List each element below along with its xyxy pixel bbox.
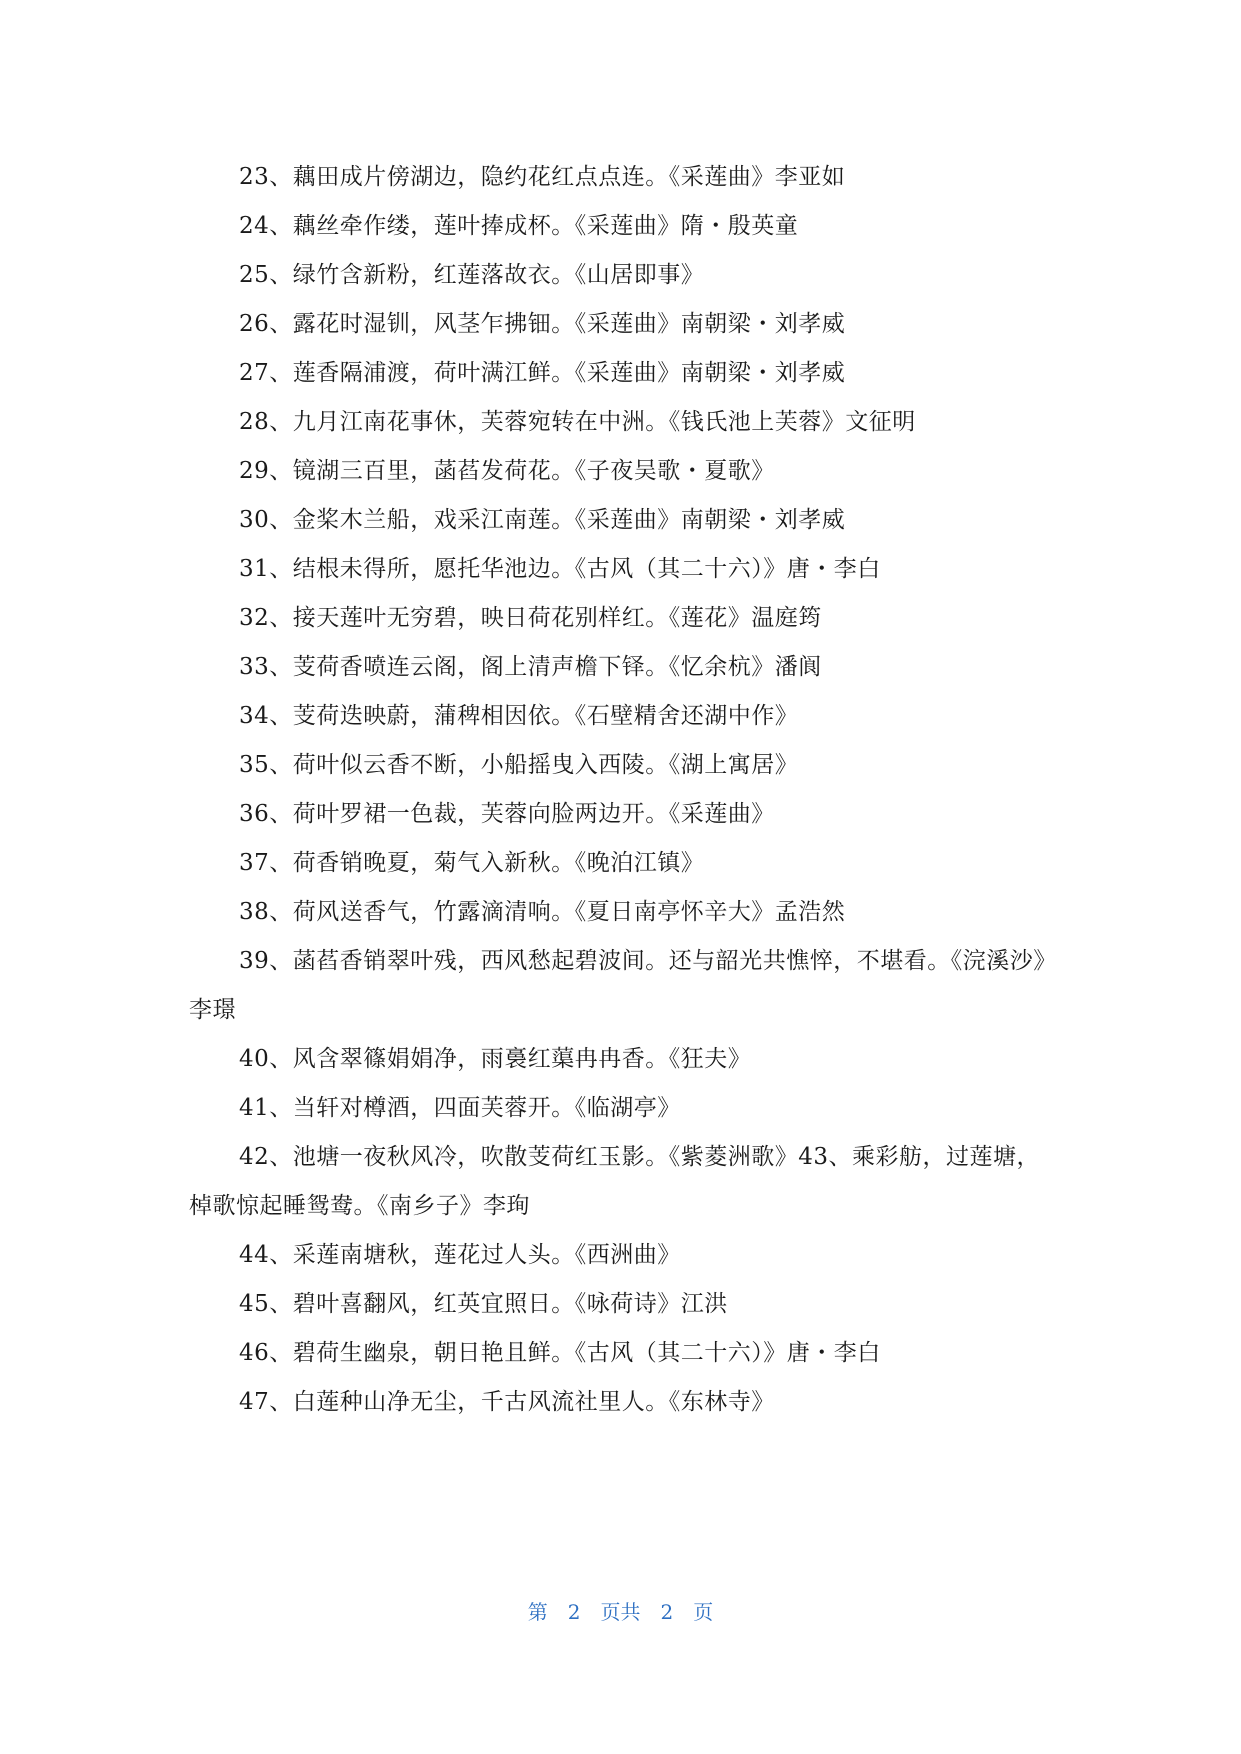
- total-pages-number: 2: [660, 1600, 674, 1624]
- list-item: 37、荷香销晚夏，菊气入新秋。《晚泊江镇》: [239, 850, 705, 876]
- page-footer: [0, 1596, 1241, 1625]
- list-item: 33、芰荷香喷连云阁，阁上清声檐下铎。《忆余杭》潘阆: [239, 654, 822, 680]
- list-item: 41、当轩对樽酒，四面芙蓉开。《临湖亭》: [239, 1095, 681, 1121]
- list-item: 31、结根未得所，愿托华池边。《古风（其二十六）》唐・李白: [239, 556, 881, 582]
- page-label-mid: 页共: [600, 1600, 641, 1624]
- list-item: 24、藕丝牵作缕，莲叶捧成杯。《采莲曲》隋・殷英童: [239, 213, 799, 239]
- list-item: 36、荷叶罗裙一色裁，芙蓉向脸两边开。《采莲曲》: [239, 801, 775, 827]
- current-page-number: 2: [567, 1600, 581, 1624]
- list-item: 27、莲香隔浦渡，荷叶满江鲜。《采莲曲》南朝梁・刘孝威: [239, 360, 846, 386]
- list-item: 34、芰荷迭映蔚，蒲稗相因依。《石壁精舍还湖中作》: [239, 703, 799, 729]
- list-item: 42、池塘一夜秋风冷，吹散芰荷红玉影。《紫菱洲歌》43、乘彩舫，过莲塘，棹歌惊起睡鸳鸯。《南乡子》李珣: [189, 1144, 1041, 1219]
- list-item: 44、采莲南塘秋，莲花过人头。《西洲曲》: [239, 1242, 681, 1268]
- list-item: 26、露花时湿钏，风茎乍拂钿。《采莲曲》南朝梁・刘孝威: [239, 311, 846, 337]
- list-item: 25、绿竹含新粉，红莲落故衣。《山居即事》: [239, 262, 705, 288]
- list-item: 46、碧荷生幽泉，朝日艳且鲜。《古风（其二十六）》唐・李白: [239, 1340, 881, 1366]
- list-item: 28、九月江南花事休，芙蓉宛转在中洲。《钱氏池上芙蓉》文征明: [239, 409, 916, 435]
- list-item: 32、接天莲叶无穷碧，映日荷花别样红。《莲花》温庭筠: [239, 605, 822, 631]
- list-item: 47、白莲种山净无尘，千古风流社里人。《东林寺》: [239, 1389, 775, 1415]
- page-label-prefix: 第: [527, 1600, 548, 1624]
- list-item: 23、藕田成片傍湖边，隐约花红点点连。《采莲曲》李亚如: [239, 164, 846, 190]
- list-item: 40、风含翠篠娟娟净，雨裛红蕖冉冉香。《狂夫》: [239, 1046, 752, 1072]
- list-item: 35、荷叶似云香不断，小船摇曳入西陵。《湖上寓居》: [239, 752, 799, 778]
- list-item: 39、菡萏香销翠叶残，西风愁起碧波间。还与韶光共憔悴，不堪看。《浣溪沙》李璟: [189, 948, 1046, 1023]
- poem-list: [189, 153, 1054, 1427]
- list-item: 29、镜湖三百里，菡萏发荷花。《子夜吴歌・夏歌》: [239, 458, 775, 484]
- list-item: 38、荷风送香气，竹露滴清响。《夏日南亭怀辛大》孟浩然: [239, 899, 846, 925]
- list-item: 45、碧叶喜翻风，红英宜照日。《咏荷诗》江洪: [239, 1291, 728, 1317]
- list-item: 30、金桨木兰船，戏采江南莲。《采莲曲》南朝梁・刘孝威: [239, 507, 846, 533]
- page-label-suffix: 页: [693, 1600, 714, 1624]
